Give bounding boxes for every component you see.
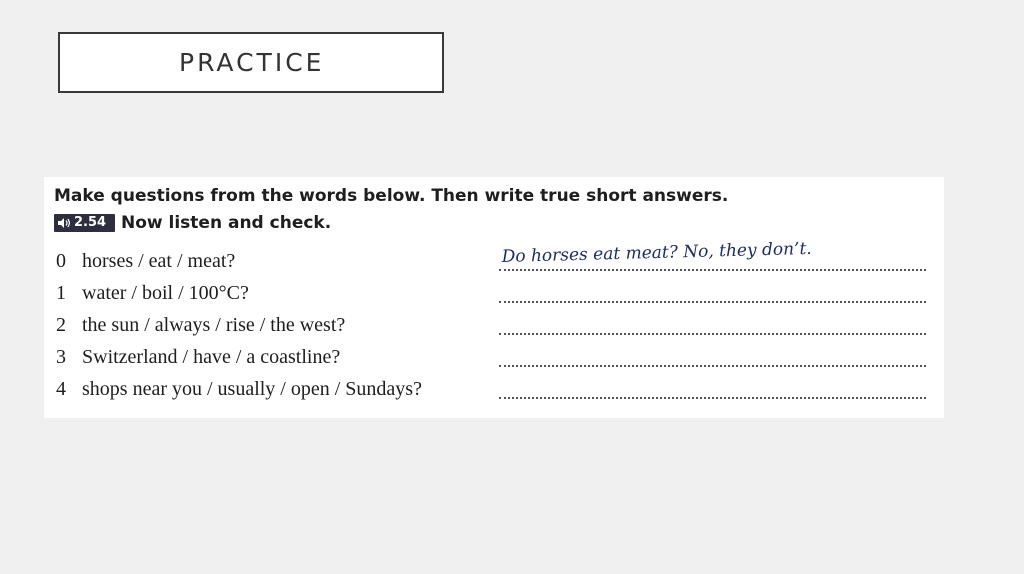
- slide-title: PRACTICE: [179, 48, 325, 77]
- item-number: 1: [56, 282, 66, 304]
- exercise-item: [44, 310, 944, 340]
- title-box: [58, 32, 444, 93]
- answer-field[interactable]: [499, 333, 926, 335]
- exercise-item: [44, 342, 944, 372]
- item-number: 0: [56, 250, 66, 272]
- item-number: 3: [56, 346, 66, 368]
- item-prompt: shops near you / usually / open / Sundays?: [82, 378, 422, 400]
- item-number: 4: [56, 378, 66, 400]
- exercise-panel: [44, 177, 944, 418]
- exercise-item: [44, 278, 944, 308]
- item-prompt: Switzerland / have / a coastline?: [82, 346, 341, 368]
- exercise-item: [44, 374, 944, 404]
- item-prompt: water / boil / 100°C?: [82, 282, 249, 304]
- audio-track-badge[interactable]: [54, 214, 115, 232]
- answer-field[interactable]: [499, 397, 926, 399]
- exercise-item: [44, 238, 944, 276]
- example-answer: Do horses eat meat? No, they don’t.: [501, 238, 812, 268]
- item-prompt: the sun / always / rise / the west?: [82, 314, 346, 336]
- audio-track-number: 2.54: [74, 215, 107, 230]
- exercise-instruction: Make questions from the words below. Then write true short answers.: [54, 186, 729, 206]
- listen-instruction: Now listen and check.: [121, 213, 332, 233]
- item-prompt: horses / eat / meat?: [82, 250, 236, 272]
- answer-field[interactable]: [499, 365, 926, 367]
- item-number: 2: [56, 314, 66, 336]
- answer-field[interactable]: [499, 301, 926, 303]
- speaker-icon: [57, 217, 71, 229]
- answer-field[interactable]: [499, 269, 926, 271]
